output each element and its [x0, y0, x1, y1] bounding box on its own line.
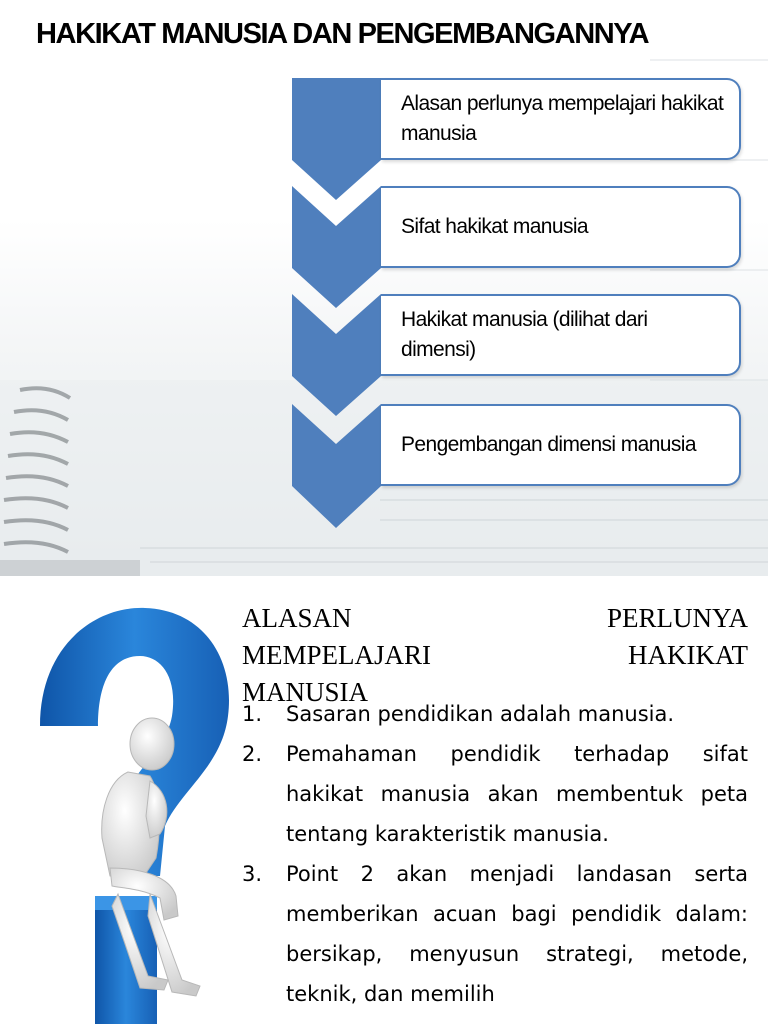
title-word: MEMPELAJARI	[242, 640, 432, 670]
step-box-1	[381, 78, 741, 160]
step-label: Pengembangan dimensi manusia	[401, 433, 696, 456]
chevron-1	[292, 78, 381, 200]
list-number: 3.	[242, 862, 263, 886]
list-number: 1.	[242, 702, 263, 726]
step-box-2	[381, 186, 741, 268]
reasons-list	[242, 694, 748, 1014]
title-word: HAKIKAT	[628, 640, 748, 670]
step-label: Alasan perlunya mempelajari hakikat manusia	[401, 92, 724, 145]
thinking-figure-question-mark-icon	[0, 576, 240, 1024]
step-label: Sifat hakikat manusia	[401, 215, 589, 238]
chevron-4	[292, 404, 381, 528]
chevron-2	[292, 186, 381, 308]
title-word: ALASAN	[242, 603, 352, 633]
list-number: 2.	[242, 742, 263, 766]
slide-title: HAKIKAT MANUSIA DAN PENGEMBANGANNYA	[36, 18, 649, 50]
list-text: Sasaran pendidikan adalah manusia.	[286, 702, 675, 726]
list-item	[242, 734, 748, 854]
step-label: Hakikat manusia (dilihat dari dimensi)	[401, 308, 648, 361]
list-item	[242, 854, 748, 1014]
title-word: MANUSIA	[242, 677, 369, 707]
list-text: Pemahaman pendidik terhadap sifat hakikat manusia akan membentuk peta tentang karakteristik manusia.	[286, 742, 748, 846]
slide-2	[0, 576, 768, 1024]
step-box-4	[381, 404, 741, 486]
step-box-3	[381, 294, 741, 376]
chevron-3	[292, 294, 381, 416]
list-item	[242, 694, 748, 734]
list-text: Point 2 akan menjadi landasan serta memberikan acuan bagi pendidik dalam: bersikap, menyusun strategi, metode, teknik, dan memilih	[286, 862, 748, 1006]
title-line	[242, 637, 748, 674]
title-word: PERLUNYA	[606, 603, 748, 633]
title-line	[242, 600, 748, 637]
